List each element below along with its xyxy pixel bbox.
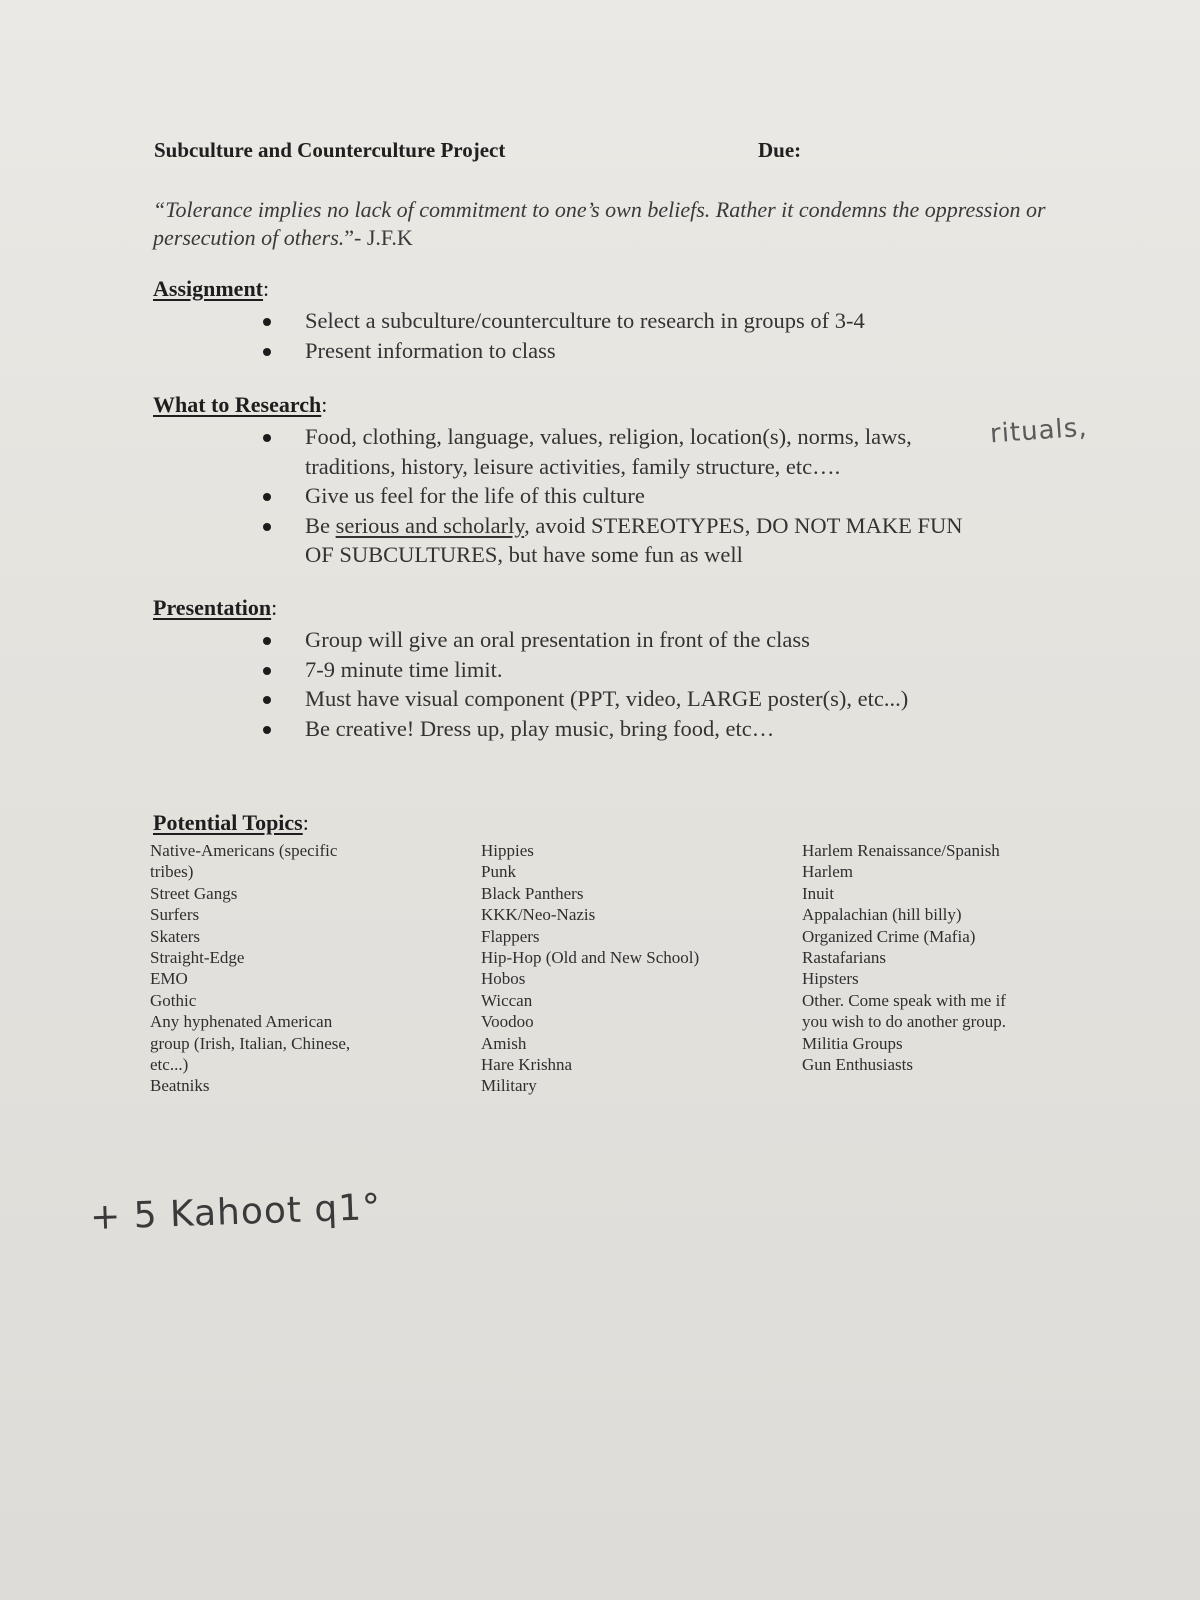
- topic-item: tribes): [150, 862, 194, 882]
- presentation-list: [153, 625, 1053, 743]
- handwritten-rituals: rituals,: [989, 412, 1089, 450]
- topics-column-1: [150, 840, 350, 1097]
- topic-item: Street Gangs: [150, 883, 238, 903]
- list-item: Be creative! Dress up, play music, bring food, etc…: [153, 714, 1053, 744]
- list-item: Present information to class: [153, 336, 1053, 366]
- topic-item: Harlem: [802, 862, 853, 882]
- assignment-section: [153, 276, 1053, 365]
- topic-item: Hare Krishna: [481, 1055, 573, 1075]
- bullet-icon: [263, 493, 271, 501]
- topic-item: Appalachian (hill billy): [802, 905, 962, 925]
- topic-item: Beatniks: [150, 1076, 210, 1096]
- quote-attribution: ”- J.F.K: [344, 225, 413, 250]
- bullet-icon: [263, 523, 271, 531]
- topic-item: Voodoo: [481, 1012, 534, 1032]
- bullet-icon: [263, 637, 271, 645]
- topic-item: Harlem Renaissance/Spanish: [802, 841, 1000, 860]
- bullet-icon: [263, 726, 271, 734]
- list-item: Food, clothing, language, values, religion, location(s), norms, laws, traditions, history, leisure activities, family structure, etc….: [153, 422, 1053, 481]
- topic-item: Inuit: [802, 883, 835, 903]
- topic-item: Hipsters: [802, 969, 859, 989]
- assignment-list: [153, 306, 1053, 365]
- title-row: [154, 138, 1054, 163]
- topics-heading: Potential Topics:: [153, 810, 309, 835]
- research-heading: What to Research:: [153, 392, 328, 417]
- quote-text: “Tolerance implies no lack of commitment to one’s own beliefs. Rather it condemns the oppression or persecution of others.: [153, 197, 1046, 250]
- topic-item: Straight-Edge: [150, 948, 245, 968]
- bullet-icon: [263, 434, 271, 442]
- list-item: Select a subculture/counterculture to research in groups of 3-4: [153, 306, 1053, 336]
- topic-item: Any hyphenated American: [150, 1012, 333, 1032]
- topic-item: Other. Come speak with me if: [802, 990, 1006, 1010]
- topic-item: Punk: [481, 862, 516, 882]
- due-label: Due:: [758, 138, 802, 162]
- quote: [153, 196, 1053, 252]
- topic-item: Hippies: [481, 841, 534, 860]
- topic-item: you wish to do another group.: [802, 1012, 1006, 1032]
- project-title: Subculture and Counterculture Project: [154, 138, 506, 162]
- topic-item: group (Irish, Italian, Chinese,: [150, 1033, 351, 1053]
- topic-item: etc...): [150, 1055, 189, 1075]
- topic-item: EMO: [150, 969, 188, 989]
- bullet-icon: [263, 667, 271, 675]
- bullet-icon: [263, 696, 271, 704]
- topic-item: Gun Enthusiasts: [802, 1055, 913, 1075]
- list-item: Be serious and scholarly, avoid STEREOTYPES, DO NOT MAKE FUN OF SUBCULTURES, but have some fun as well: [153, 511, 1053, 570]
- list-item: Must have visual component (PPT, video, LARGE poster(s), etc...): [153, 684, 1053, 714]
- bullet-icon: [263, 318, 271, 326]
- topic-item: Gothic: [150, 990, 197, 1010]
- research-section: [153, 392, 1053, 570]
- topics-column-3: [802, 840, 1006, 1075]
- topic-item: Skaters: [150, 926, 201, 946]
- topic-item: Flappers: [481, 926, 540, 946]
- list-item: Give us feel for the life of this culture: [153, 481, 1053, 511]
- topic-item: Black Panthers: [481, 883, 584, 903]
- handwritten-note: + 5 Kahoot q1°: [89, 1186, 382, 1239]
- topic-item: Wiccan: [481, 990, 533, 1010]
- topic-item: Militia Groups: [802, 1033, 903, 1053]
- list-item: Group will give an oral presentation in front of the class: [153, 625, 1053, 655]
- topic-item: Amish: [481, 1033, 527, 1053]
- topic-item: Organized Crime (Mafia): [802, 926, 976, 946]
- topic-item: KKK/Neo-Nazis: [481, 905, 596, 925]
- topic-item: Rastafarians: [802, 948, 887, 968]
- presentation-section: [153, 595, 1053, 743]
- bullet-icon: [263, 348, 271, 356]
- topics-column-2: [481, 840, 699, 1097]
- list-item: 7-9 minute time limit.: [153, 655, 1053, 685]
- topic-item: Surfers: [150, 905, 200, 925]
- topic-item: Hobos: [481, 969, 526, 989]
- research-list: [153, 422, 1053, 570]
- topic-item: Military: [481, 1076, 537, 1096]
- underlined-phrase: serious and scholarly: [335, 512, 525, 538]
- topic-item: Native-Americans (specific: [150, 841, 338, 860]
- topic-item: Hip-Hop (Old and New School): [481, 948, 700, 968]
- assignment-heading: Assignment:: [153, 276, 270, 301]
- presentation-heading: Presentation:: [153, 595, 278, 620]
